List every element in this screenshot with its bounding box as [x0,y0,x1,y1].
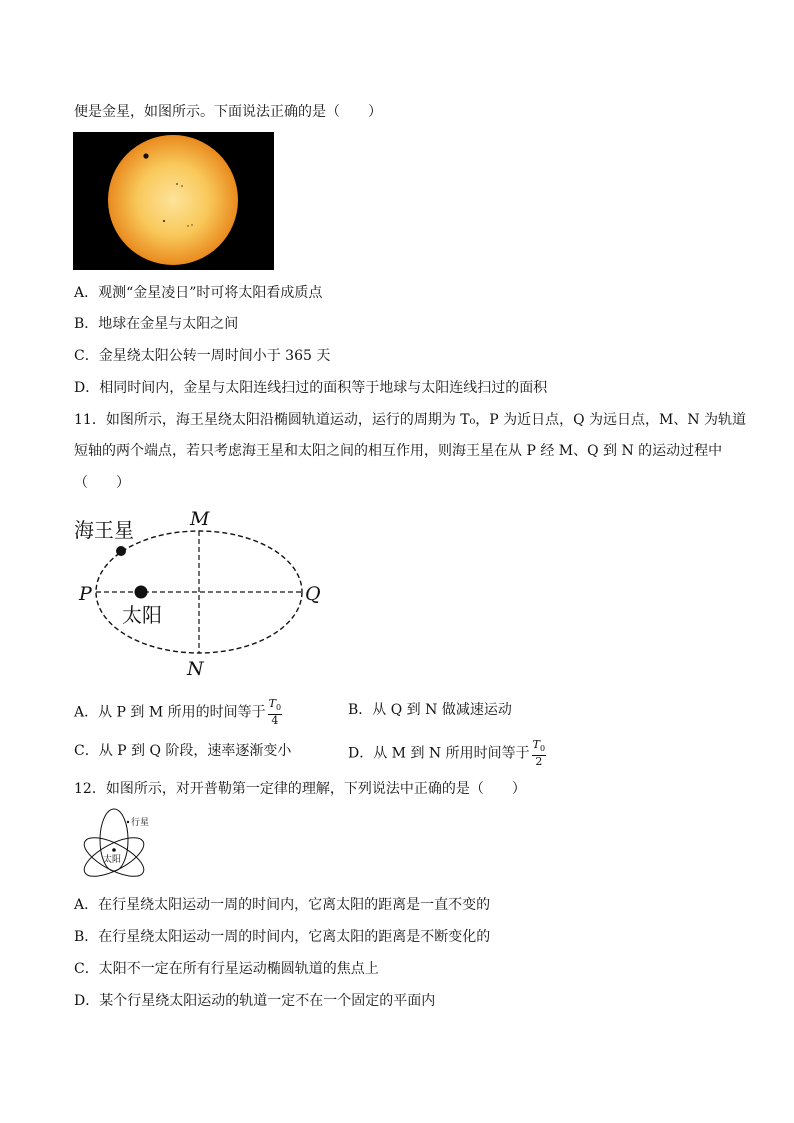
kepler-orbits-diagram [72,805,172,883]
q11-option-d-text: D．从 M 到 N 所用时间等于 [348,745,530,762]
point-n-label: N [187,658,204,680]
sun-dot [135,586,148,599]
point-m-label: M [190,508,210,530]
sunspot [187,225,188,226]
sunspot [176,183,178,185]
sun-label: 太阳 [103,855,122,865]
q12-option-b: B．在行星绕太阳运动一周的时间内，它离太阳的距离是不断变化的 [74,929,491,945]
q11-option-c: C．从 P 到 Q 阶段，速率逐渐变小 [74,743,292,759]
q10-option-b: B．地球在金星与太阳之间 [74,316,239,332]
neptune-label: 海王星 [74,518,134,542]
sun-image [73,132,274,270]
fraction-num: T [532,738,540,751]
q12-option-d: D．某个行星绕太阳运动的轨道一定不在一个固定的平面内 [74,993,436,1009]
sun-disk [108,135,238,265]
q12-stem: 12．如图所示，对开普勒第一定律的理解，下列说法中正确的是（ ） [74,781,526,797]
q10-option-d: D．相同时间内，金星与太阳连线扫过的面积等于地球与太阳连线扫过的面积 [74,380,548,396]
fraction-sub: 0 [276,703,282,713]
q11-stem-line2: 短轴的两个端点，若只考虑海王星和太阳之间的相互作用，则海王星在从 P 经 M、Q 到 N 的运动过程中 [74,443,723,459]
fraction-num: T [268,697,277,710]
point-p-label: P [79,583,92,605]
q11-stem-line1: 11．如图所示，海王星绕太阳沿椭圆轨道运动，运行的周期为 T₀，P 为近日点，Q 为远日点，M、N 为轨道 [74,412,747,428]
sun-label: 太阳 [122,603,162,627]
q12-option-a: A．在行星绕太阳运动一周的时间内，它离太阳的距离是一直不变的 [74,897,491,913]
venus-dot [143,153,148,158]
fraction-t0-over-2 [532,739,546,768]
q10-stem: 便是金星，如图所示。下面说法正确的是（ ） [74,104,382,120]
fraction-t0-over-4 [268,698,282,727]
planet-label: 行星 [131,818,150,828]
fraction-den: 4 [271,714,279,728]
q11-option-b: B．从 Q 到 N 做减速运动 [348,702,512,718]
q11-option-a [74,698,282,727]
sunspot [191,224,192,225]
q10-option-c: C．金星绕太阳公转一周时间小于 365 天 [74,348,331,364]
q10-option-a: A．观测“金星凌日”时可将太阳看成质点 [74,285,323,301]
fraction-sub: 0 [539,744,546,754]
planet-dot [127,821,129,823]
point-q-label: Q [305,583,321,605]
venus-transit-photo [73,132,274,270]
sunspot [163,220,165,222]
fraction-den: 2 [535,755,543,769]
neptune-orbit-diagram [70,505,330,680]
q11-option-d [348,739,546,768]
q11-option-a-text: A．从 P 到 M 所用的时间等于 [74,704,266,721]
q12-option-c: C．太阳不一定在所有行星运动椭圆轨道的焦点上 [74,961,379,977]
q11-stem-line3: （ ） [74,475,130,491]
neptune-dot [116,546,126,556]
sunspot [181,185,183,187]
sun-dot [112,848,116,852]
